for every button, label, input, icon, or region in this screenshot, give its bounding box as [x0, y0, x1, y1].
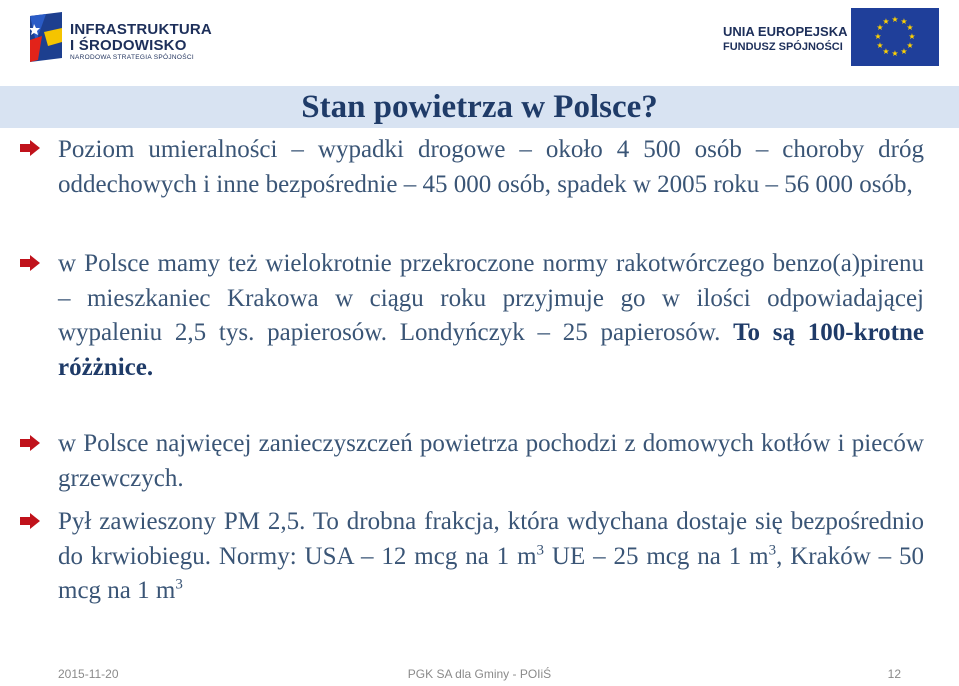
logo-left-line2: I ŚRODOWISKO	[70, 37, 187, 54]
svg-text:★: ★	[876, 23, 884, 32]
svg-text:★: ★	[882, 47, 890, 56]
svg-text:★: ★	[900, 47, 908, 56]
svg-text:★: ★	[874, 32, 882, 41]
svg-text:★: ★	[876, 41, 884, 50]
bullet-4-text-3: , Kraków – 50 mcg na 1 m	[58, 542, 925, 604]
bullet-1: Poziom umieralności – wypadki drogowe – około 4 500 osób – choroby dróg oddechowych i inne bezpośrednie – 45 000 osób, spadek w 2005 roku – 56 000 osób,	[58, 136, 924, 198]
infrastruktura-logo	[26, 12, 212, 64]
logo-right-line2: FUNDUSZ SPÓJNOŚCI	[723, 41, 843, 53]
bullet-2-emphasis: To są 100-krotne różżnice.	[58, 319, 924, 381]
slide-header	[0, 0, 959, 84]
svg-text:★: ★	[906, 41, 914, 50]
svg-text:★: ★	[906, 23, 914, 32]
footer-title: PGK SA dla Gminy - POIiŚ	[407, 667, 552, 681]
svg-text:★: ★	[900, 17, 908, 26]
arrow-bullet-icon	[20, 435, 40, 451]
bullet-3: w Polsce najwięcej zanieczyszczeń powietrza pochodzi z domowych kotłów i pieców grzewczych.	[58, 430, 924, 492]
logo-left-line3: NARODOWA STRATEGIA SPÓJNOŚCI	[70, 54, 194, 61]
bullet-4-text-2: UE – 25 mcg na 1 m	[551, 542, 769, 570]
slide-title: Stan powietrza w Polsce?	[301, 89, 658, 125]
logo-right-line1: UNIA EUROPEJSKA	[723, 24, 848, 39]
svg-text:★: ★	[908, 32, 916, 41]
arrow-bullet-icon	[20, 255, 40, 271]
svg-text:★: ★	[891, 49, 899, 58]
bullet-4-text-1: Pył zawieszony PM 2,5. To drobna frakcja, która wdychana dostaje się bezpośrednio do krwiobiegu. Normy: USA – 12 mcg na 1 m	[58, 508, 924, 570]
bullet-4-sup-3: 3	[175, 576, 183, 593]
arrow-bullet-icon	[20, 513, 40, 529]
bullet-4-sup-1: 3	[536, 542, 545, 559]
eu-logo	[723, 8, 939, 66]
bullet-2-text: w Polsce mamy też wielokrotnie przekroczone normy rakotwórczego benzo(a)pirenu – mieszkaniec Krakowa w ciągu roku przyjmuje go w ilości odpowiadającej wypaleniu 2,5 tys. papierosów. Londyńczyk – 25 papierosów.	[58, 250, 924, 346]
footer-date: 2015-11-20	[58, 667, 119, 681]
svg-text:★: ★	[882, 17, 890, 26]
bullet-2	[58, 247, 924, 385]
bullet-4-sup-2: 3	[768, 542, 777, 559]
bullet-4	[58, 505, 924, 609]
logo-left-line1: INFRASTRUKTURA	[70, 21, 212, 38]
svg-text:★: ★	[891, 15, 899, 24]
arrow-bullet-icon	[20, 140, 40, 156]
eu-flag-icon	[851, 8, 939, 66]
page-number: 12	[887, 667, 901, 681]
infrastruktura-emblem-icon	[26, 12, 66, 62]
